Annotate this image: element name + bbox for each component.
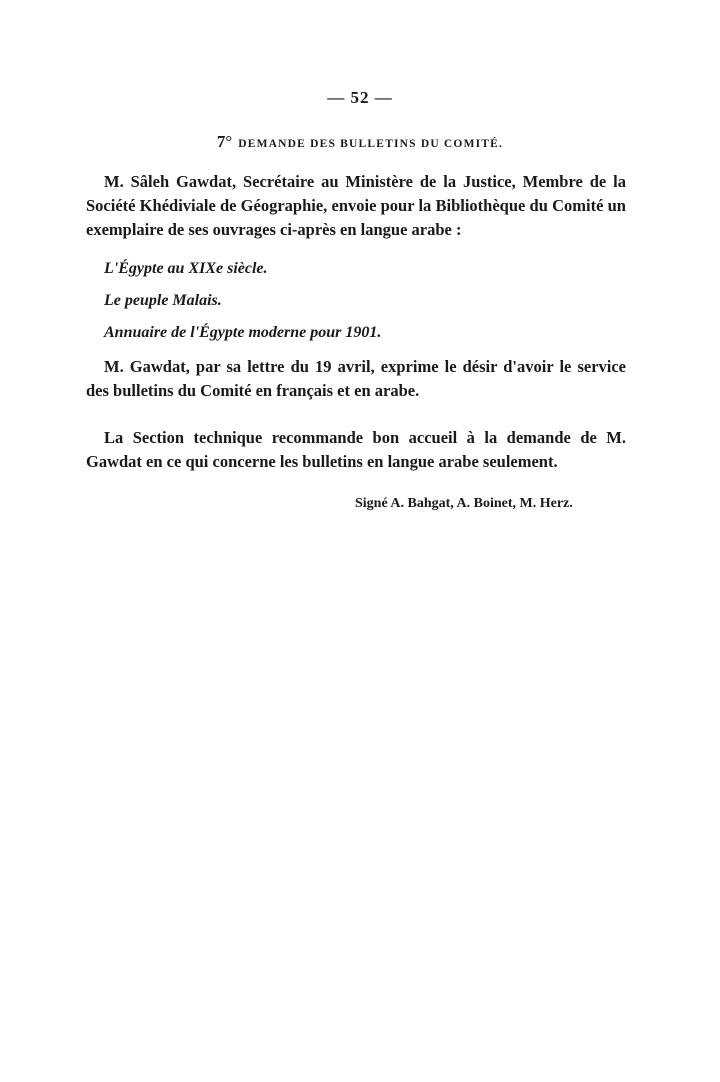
recommendation-paragraph-block (86, 426, 626, 474)
section-title: DEMANDE DES BULLETINS DU COMITÉ. (238, 138, 504, 150)
work-title-1: L'Égypte au XIXe siècle. (104, 260, 268, 277)
request-paragraph: M. Gawdat, par sa lettre du 19 avril, exprime le désir d'avoir le service des bulletins du Comité en français et en arabe. (86, 357, 626, 400)
recommendation-paragraph: La Section technique recommande bon accueil à la demande de M. Gawdat en ce qui concerne les bulletins en langue arabe seulement. (86, 428, 626, 471)
request-paragraph-block (86, 355, 626, 403)
section-heading (0, 132, 720, 152)
work-title-3: Annuaire de l'Égypte moderne pour 1901. (104, 324, 382, 341)
intro-paragraph-block (86, 170, 626, 242)
signature-line: Signé A. Bahgat, A. Boinet, M. Herz. (355, 496, 573, 511)
works-list (104, 253, 381, 349)
intro-paragraph: M. Sâleh Gawdat, Secrétaire au Ministère de la Justice, Membre de la Société Khédiviale de Géographie, envoie pour la Bibliothèque du Comité un exemplaire de ses ouvrages ci-après en langue arabe : (86, 172, 626, 239)
work-title-2: Le peuple Malais. (104, 292, 222, 309)
page-number: — 52 — (327, 88, 393, 107)
section-number: 7° (216, 132, 233, 151)
